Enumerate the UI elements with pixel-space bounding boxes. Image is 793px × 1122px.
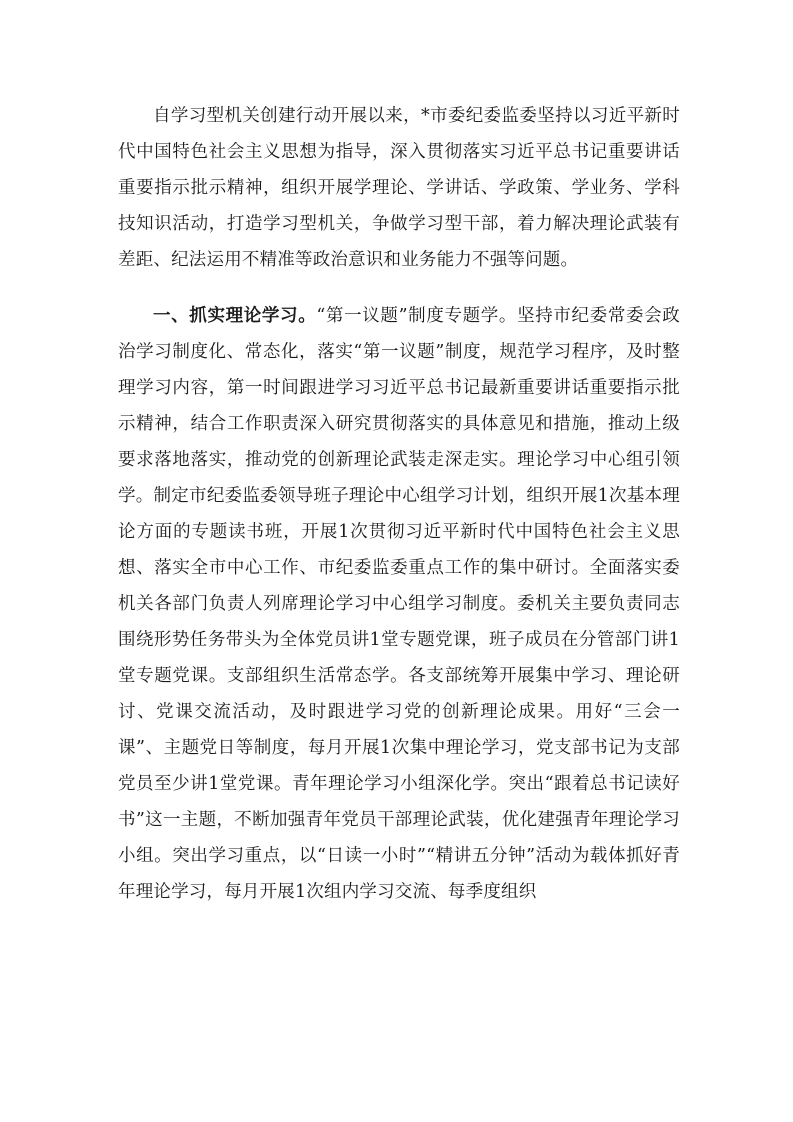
document-body	[118, 98, 680, 910]
intro-paragraph-text: 自学习型机关创建行动开展以来，*市委纪委监委坚持以习近平新时代中国特色社会主义思想为指导，深入贯彻落实习近平总书记重要讲话重要指示批示精神，组织开展学理论、学讲话、学政策、学业务、学科技知识活动，打造学习型机关，争做学习型干部，着力解决理论武装有差距、纪法运用不精准等政治意识和业务能力不强等问题。	[118, 106, 680, 270]
section-1-text: “第一议题”制度专题学。坚持市纪委常委会政治学习制度化、常态化，落实“第一议题”制度，规范学习程序，及时整理学习内容，第一时间跟进学习习近平总书记最新重要讲话重要指示批示精神，结合工作职责深入研究贯彻落实的具体意见和措施，推动上级要求落地落实，推动党的创新理论武装走深走实。理论学习中心组引领学。制定市纪委监委领导班子理论中心组学习计划，组织开展1次基本理论方面的专题读书班，开展1次贯彻习近平新时代中国特色社会主义思想、落实全市中心工作、市纪委监委重点工作的集中研讨。全面落实委机关各部门负责人列席理论学习中心组学习制度。委机关主要负责同志围绕形势任务带头为全体党员讲1堂专题党课，班子成员在分管部门讲1堂专题党课。支部组织生活常态学。各支部统筹开展集中学习、理论研讨、党课交流活动，及时跟进学习党的创新理论成果。用好“三会一课”、主题党日等制度，每月开展1次集中理论学习，党支部书记为支部党员至少讲1堂党课。青年理论学习小组深化学。突出“跟着总书记读好书”这一主题，不断加强青年党员干部理论武装，优化建强青年理论学习小组。突出学习重点，以“日读一小时”“精讲五分钟”活动为载体抓好青年理论学习，每月开展1次组内学习交流、每季度组织	[118, 306, 680, 902]
section-1-paragraph	[118, 298, 680, 910]
section-1-heading: 一、抓实理论学习。	[153, 306, 317, 326]
intro-paragraph	[118, 98, 680, 278]
